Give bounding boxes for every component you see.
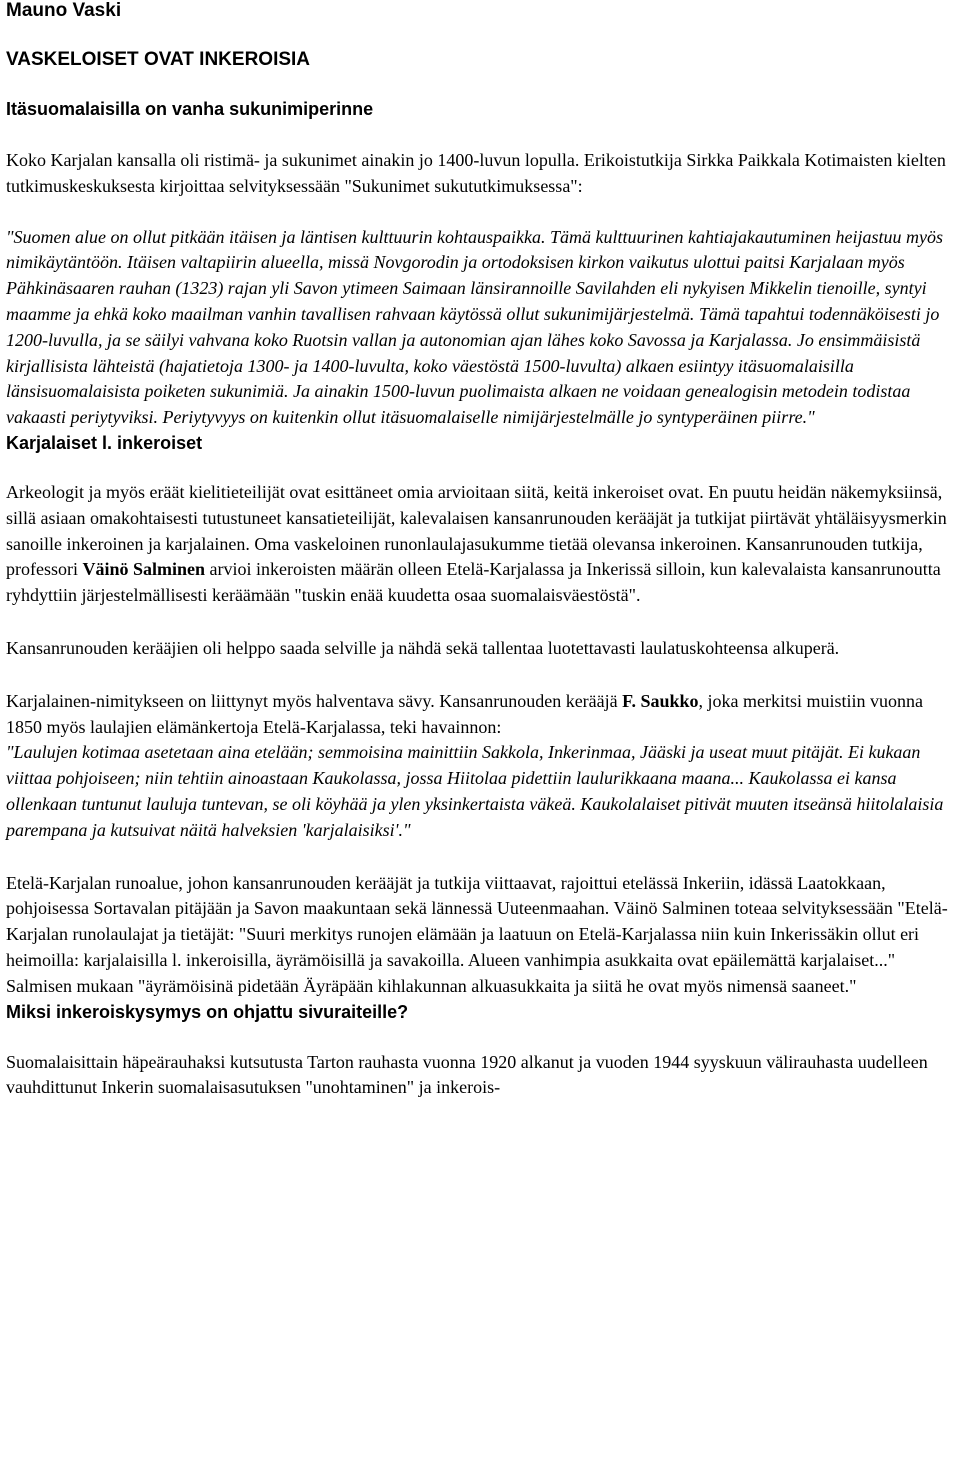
section-heading-karjalaiset: Karjalaiset l. inkeroiset <box>6 432 203 453</box>
paragraph-tarton-rauha: Suomalaisittain häpeärauhaksi kutsutusta Tarton rauhasta vuonna 1920 alkanut ja vuoden 1944 syyskuun välirauhasta uudelleen vauhdittunut Inkerin suomalaisasutuksen "unohtaminen" ja inkerois- <box>6 1051 928 1098</box>
article-subtitle: Itäsuomalaisilla on vanha sukunimiperinne <box>6 99 374 119</box>
paikkala-quote: "Suomen alue on ollut pitkään itäisen ja läntisen kulttuurin kohtauspaikka. Tämä kulttuurinen kahtiajakautuminen heijastuu myös nimikäytäntöön. Itäisen valtapiirin alueella, missä Novgorodin ja ortodoksisen kirkon vaikutus ulottui paitsi Karjalaan myös Pähkinäsaaren rauhan (1323) rajan yli Savon ytimeen Saimaan länsirannoille Savilahden eli nykyisen Mikkelin tienoille, syntyi maamme ja ehkä koko maailman vanhin tavallisen rahvaan käytössä ollut sukunimijärjestelmä. Tämä tapahtui todennäköisesti jo 1200-luvulla, ja se säilyi vahvana koko Ruotsin vallan ja autonomian ajan lähes koko Savossa ja Karjalassa. Jo ensimmäisistä kirjallisista lähteistä (hajatietoja 1300- ja 1400-luvulta, koko väestöstä 1500-luvulta) alkaen esiintyy itäsuomalaisilla länsisuomalaisista poiketen sukunimiä. Ja ainakin 1500-luvun puolimaista alkaen ne voidaan genealogisin metodein todistaa vakaasti periytyviksi. Periytyvyys on kuitenkin ollut itäsuomalaiselle nimijärjestelmälle jo syntyperäinen piirre." <box>6 226 943 428</box>
article-title: VASKELOISET OVAT INKEROISIA <box>6 49 311 70</box>
saukko-quote: "Laulujen kotimaa asetetaan aina etelään; semmoisina mainittiin Sakkola, Inkerinmaa, Jääski ja useat muut pitäjät. Ei kukaan viittaa pohjoiseen; niin tehtiin ainoastaan Kaukolassa, jossa Hiitolaa pidettiin laulurikkaana maana... Kaukolassa ei kansa ollenkaan tuntunut lauluja tuntevan, se oli köyhää ja ylen yksinkertaista väkeä. Kaukolalaiset pitivät muuten itseänsä hiitolalaisia parempana ja kutsuivat näitä halveksien 'karjalaisiksi'." <box>6 742 944 840</box>
paragraph-runoalue: Etelä-Karjalan runoalue, johon kansanrunouden kerääjät ja tutkija viittaavat, rajoittui etelässä Inkeriin, idässä Laatokkaan, pohjoisessa Sortavalan pitäjään ja Savon maakuntaan sekä lännessä Uuteenmaahan. Väinö Salminen toteaa selvityksessään "Etelä-Karjalan runolaulajat ja tietäjät: "Suuri merkitys runojen elämään ja laatuun on Etelä-Karjalassa niin kuin Inkerissäkin ollut eri heimoilla: karjalaisilla l. inkeroisilla, äyrämöisillä ja savakoilla. Alueen vanhimpia asukkaita ovat epäilemättä karjalaiset..." Salmisen mukaan "äyrämöisinä pidetään Äyräpään kihlakunnan alkuasukkaita ja siitä he ovat myös nimensä saaneet." <box>6 872 948 996</box>
bold-name-salminen: Väinö Salminen <box>82 559 206 580</box>
text-span: Arkeologit ja myös eräät kielitieteilijät ovat esittäneet omia arvioitaan siitä, keitä inkeroiset ovat. En puutu heidän näkemyksiinsä, sillä asiaan omakohtaisesti tutustuneet kansatieteilijät, kalevalaisen kansanrunouden kerääjät ja tutkijat piirtävät yhtäläisyysmerkin sanoille inkeroinen ja karjalainen. Oma vaskeloinen runonlaulajasukumme tietää olevansa inkeroinen. Kansanrunouden tutkija, professori <box>6 481 947 580</box>
paragraph-arkeologit <box>6 480 956 609</box>
document-page <box>6 0 956 1101</box>
section-heading-miksi: Miksi inkeroiskysymys on ohjattu sivuraiteille? <box>6 1001 409 1022</box>
text-span: Karjalainen-nimitykseen on liittynyt myös halventava sävy. Kansanrunouden kerääjä <box>6 690 623 711</box>
text-span: , joka merkitsi muistiin vuonna 1850 myös laulajien elämänkertoja Etelä-Karjalassa, teki havainnon: <box>6 690 924 737</box>
bold-name-saukko: F. Saukko <box>622 690 699 711</box>
text-span: arvioi inkeroisten määrän olleen Etelä-Karjalassa ja Inkerissä silloin, kun kalevalaista kansanrunoutta ryhdyttiin järjestelmällisesti keräämään "tuskin enää kuudetta osaa suomalaisväestöstä". <box>6 559 941 606</box>
intro-paragraph: Koko Karjalan kansalla oli ristimä- ja sukunimet ainakin jo 1400-luvun lopulla. Erikoistutkija Sirkka Paikkala Kotimaisten kielten tutkimuskeskuksesta kirjoittaa selvityksessään "Sukunimet sukututkimuksessa": <box>6 150 946 196</box>
author-name: Mauno Vaski <box>6 0 122 21</box>
paragraph-halventava <box>6 689 956 844</box>
paragraph-keraajat: Kansanrunouden kerääjien oli helppo saada selville ja nähdä sekä tallentaa luotettavasti laulatuskohteensa alkuperä. <box>6 637 840 658</box>
